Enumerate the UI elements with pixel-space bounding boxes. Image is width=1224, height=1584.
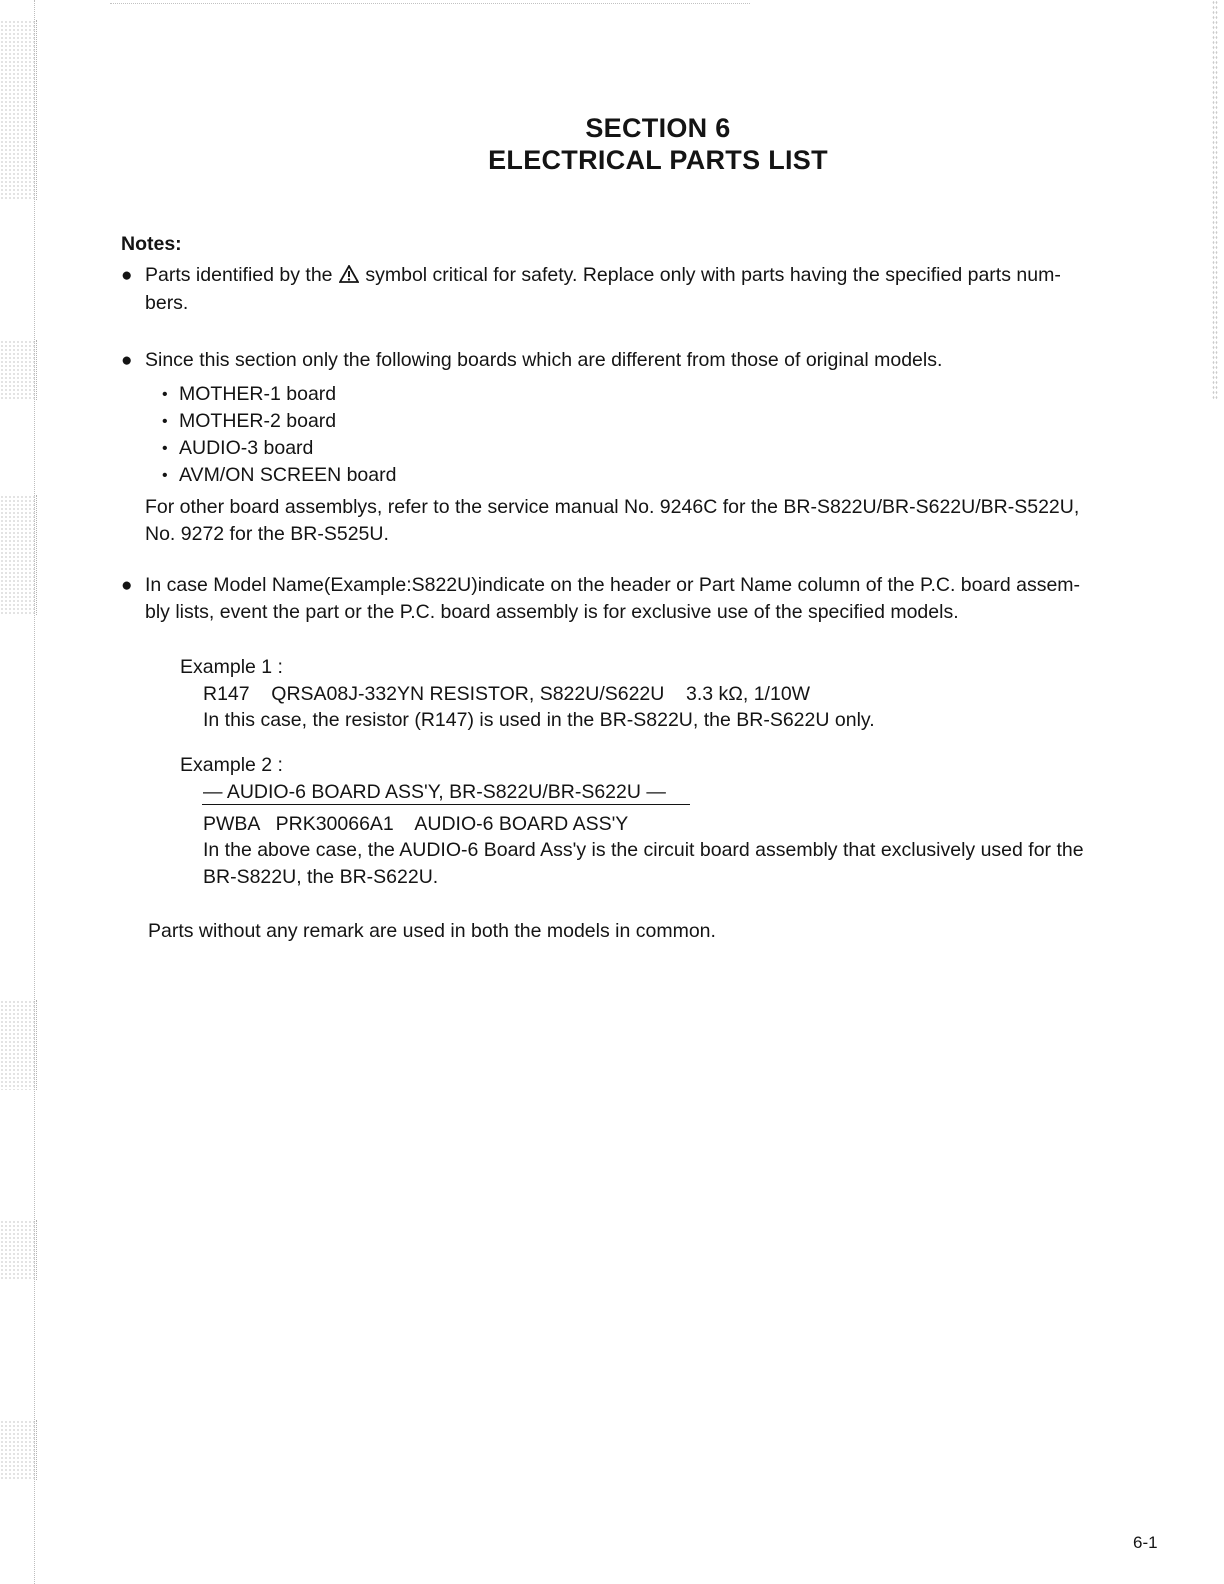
example-2-row: PWBA PRK30066A1 AUDIO-6 BOARD ASS'Y (203, 813, 629, 835)
note-2-ref-line-2: No. 9272 for the BR-S525U. (145, 523, 389, 545)
board-item: MOTHER-2 board (179, 410, 337, 432)
example-2-label: Example 2 : (180, 754, 283, 776)
board-bullet: • (162, 386, 168, 403)
example-2-desc-line-1: In the above case, the AUDIO-6 Board Ass'y is the circuit board assembly that exclusively used for the (203, 839, 1084, 861)
example-1-label: Example 1 : (180, 656, 283, 678)
bullet-3: ● (121, 575, 133, 596)
page-title: ELECTRICAL PARTS LIST (488, 145, 828, 175)
footer-note: Parts without any remark are used in both the models in common. (148, 920, 716, 942)
note-1-pre: Parts identified by the (145, 264, 333, 286)
example-1-desc: In this case, the resistor (R147) is used in the BR-S822U, the BR-S622U only. (203, 709, 875, 731)
note-2-line-1: Since this section only the following boards which are different from those of original models. (145, 349, 943, 371)
scan-artifact-left-6 (0, 1420, 37, 1480)
board-item: AVM/ON SCREEN board (179, 464, 397, 486)
page-number: 6-1 (1133, 1533, 1158, 1552)
scan-artifact-top (110, 3, 750, 4)
board-bullet: • (162, 413, 168, 430)
section-number: SECTION 6 (585, 113, 731, 143)
notes-heading: Notes: (121, 233, 182, 255)
note-1-line-1 (145, 262, 1061, 289)
board-bullet: • (162, 467, 168, 484)
board-bullet: • (162, 440, 168, 457)
note-1-line-2: bers. (145, 292, 189, 314)
example-2-desc-line-2: BR-S822U, the BR-S622U. (203, 866, 439, 888)
scan-artifact-left-2 (0, 340, 37, 400)
board-item: AUDIO-3 board (179, 437, 314, 459)
warning-triangle-icon (339, 264, 359, 282)
example-2-header: — AUDIO-6 BOARD ASS'Y, BR-S822U/BR-S622U — (203, 781, 666, 803)
scan-artifact-left-5 (0, 1220, 37, 1280)
scan-artifact-edge-line (34, 0, 35, 1584)
board-item: MOTHER-1 board (179, 383, 337, 405)
note-3-line-1: In case Model Name(Example:S822U)indicate on the header or Part Name column of the P.C. board assem- (145, 574, 1081, 596)
bullet-2: ● (121, 350, 133, 371)
scan-artifact-right (1212, 0, 1218, 400)
scan-artifact-left-4 (0, 1000, 37, 1090)
scan-artifact-left-3 (0, 495, 37, 615)
note-2-ref-line-1: For other board assemblys, refer to the service manual No. 9246C for the BR-S822U/BR-S622U/BR-S522U, (145, 496, 1080, 518)
example-1-row: R147 QRSA08J-332YN RESISTOR, S822U/S622U 3.3 kΩ, 1/10W (203, 683, 811, 705)
scan-artifact-left-1 (0, 20, 37, 200)
note-1-post: symbol critical for safety. Replace only with parts having the specified parts num- (365, 264, 1061, 286)
note-3-line-2: bly lists, event the part or the P.C. board assembly is for exclusive use of the specified models. (145, 601, 959, 623)
example-2-header-underline (202, 804, 690, 805)
bullet-1: ● (121, 265, 133, 286)
